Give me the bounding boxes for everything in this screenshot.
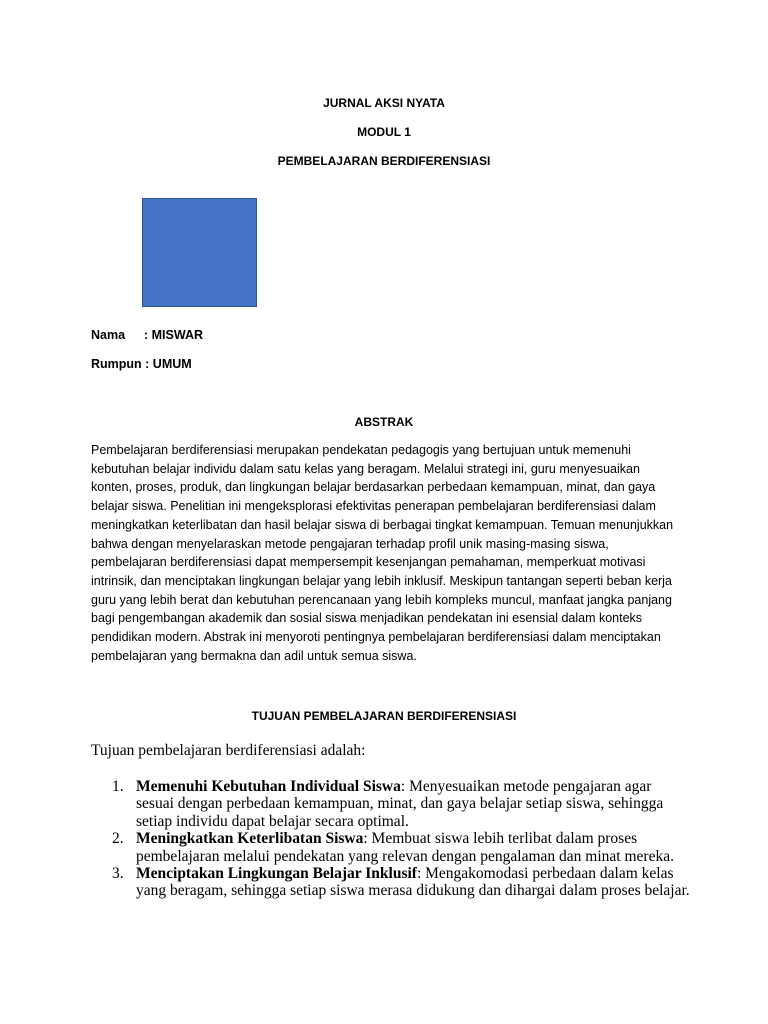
goal-text: : Mengakomodasi perbedaan dalam kelas yang beragam, sehingga setiap siswa merasa didukung dan dihargai dalam proses belajar.: [136, 865, 690, 900]
goal-item: [91, 830, 691, 865]
name-value: : MISWAR: [144, 328, 204, 342]
goal-number: 1.: [112, 778, 124, 795]
abstract-heading: ABSTRAK: [354, 415, 414, 429]
goals-list: [91, 778, 691, 900]
goals-intro: Tujuan pembelajaran berdiferensiasi adalah:: [91, 742, 366, 759]
name-label: Nama: [91, 328, 126, 342]
goal-text: : Membuat siswa lebih terlibat dalam proses pembelajaran melalui pendekatan yang relevan dengan pengalaman dan minat mereka.: [136, 830, 674, 865]
group-value: : UMUM: [145, 357, 192, 371]
subject-title: PEMBELAJARAN BERDIFERENSIASI: [277, 154, 491, 168]
goals-heading: TUJUAN PEMBELAJARAN BERDIFERENSIASI: [251, 709, 517, 723]
goal-number: 3.: [112, 865, 124, 883]
group-label: Rumpun: [91, 357, 142, 371]
photo-placeholder: [142, 198, 257, 307]
name-field: [91, 328, 204, 343]
goal-text: : Menyesuaikan metode pengajaran agar sesuai dengan perbedaan kemampuan, minat, dan gaya belajar setiap siswa, sehingga setiap individu dapat belajar secara optimal.: [136, 778, 664, 830]
goal-item: [91, 865, 691, 900]
abstract-text: Pembelajaran berdiferensiasi merupakan pendekatan pedagogis yang bertujuan untuk memenuhi kebutuhan belajar individu dalam satu kelas yang beragam. Melalui strategi ini, guru menyesuaikan konten, proses, produk, dan lingkungan belajar berdasarkan perbedaan kemampuan, minat, dan gaya belajar siswa. Penelitian ini mengeksplorasi efektivitas penerapan pembelajaran berdiferensiasi dalam meningkatkan keterlibatan dan hasil belajar siswa di berbagai tingkat kemampuan. Temuan menunjukkan bahwa dengan menyelaraskan metode pengajaran terhadap profil unik masing-masing siswa, pembelajaran berdiferensiasi dapat mempersempit kesenjangan pemahaman, memperkuat motivasi intrinsik, dan menciptakan lingkungan belajar yang lebih inklusif. Meskipun tantangan seperti beban kerja guru yang lebih berat dan kebutuhan perencanaan yang lebih kompleks muncul, manfaat jangka panjang bagi pengembangan akademik dan sosial siswa menjadikan pendekatan ini esensial dalam konteks pendidikan modern. Abstrak ini menyoroti pentingnya pembelajaran berdiferensiasi dalam menciptakan pembelajaran yang bermakna dan adil untuk semua siswa.: [91, 443, 674, 663]
goal-title: Menciptakan Lingkungan Belajar Inklusif: [136, 865, 417, 883]
group-field: [91, 357, 192, 372]
goal-item: [91, 778, 691, 830]
module-label: MODUL 1: [357, 125, 411, 139]
goal-number: 2.: [112, 830, 124, 848]
goal-title: Memenuhi Kebutuhan Individual Siswa: [136, 778, 401, 795]
document-title: JURNAL AKSI NYATA: [323, 96, 445, 110]
goal-title: Meningkatkan Keterlibatan Siswa: [136, 830, 364, 848]
